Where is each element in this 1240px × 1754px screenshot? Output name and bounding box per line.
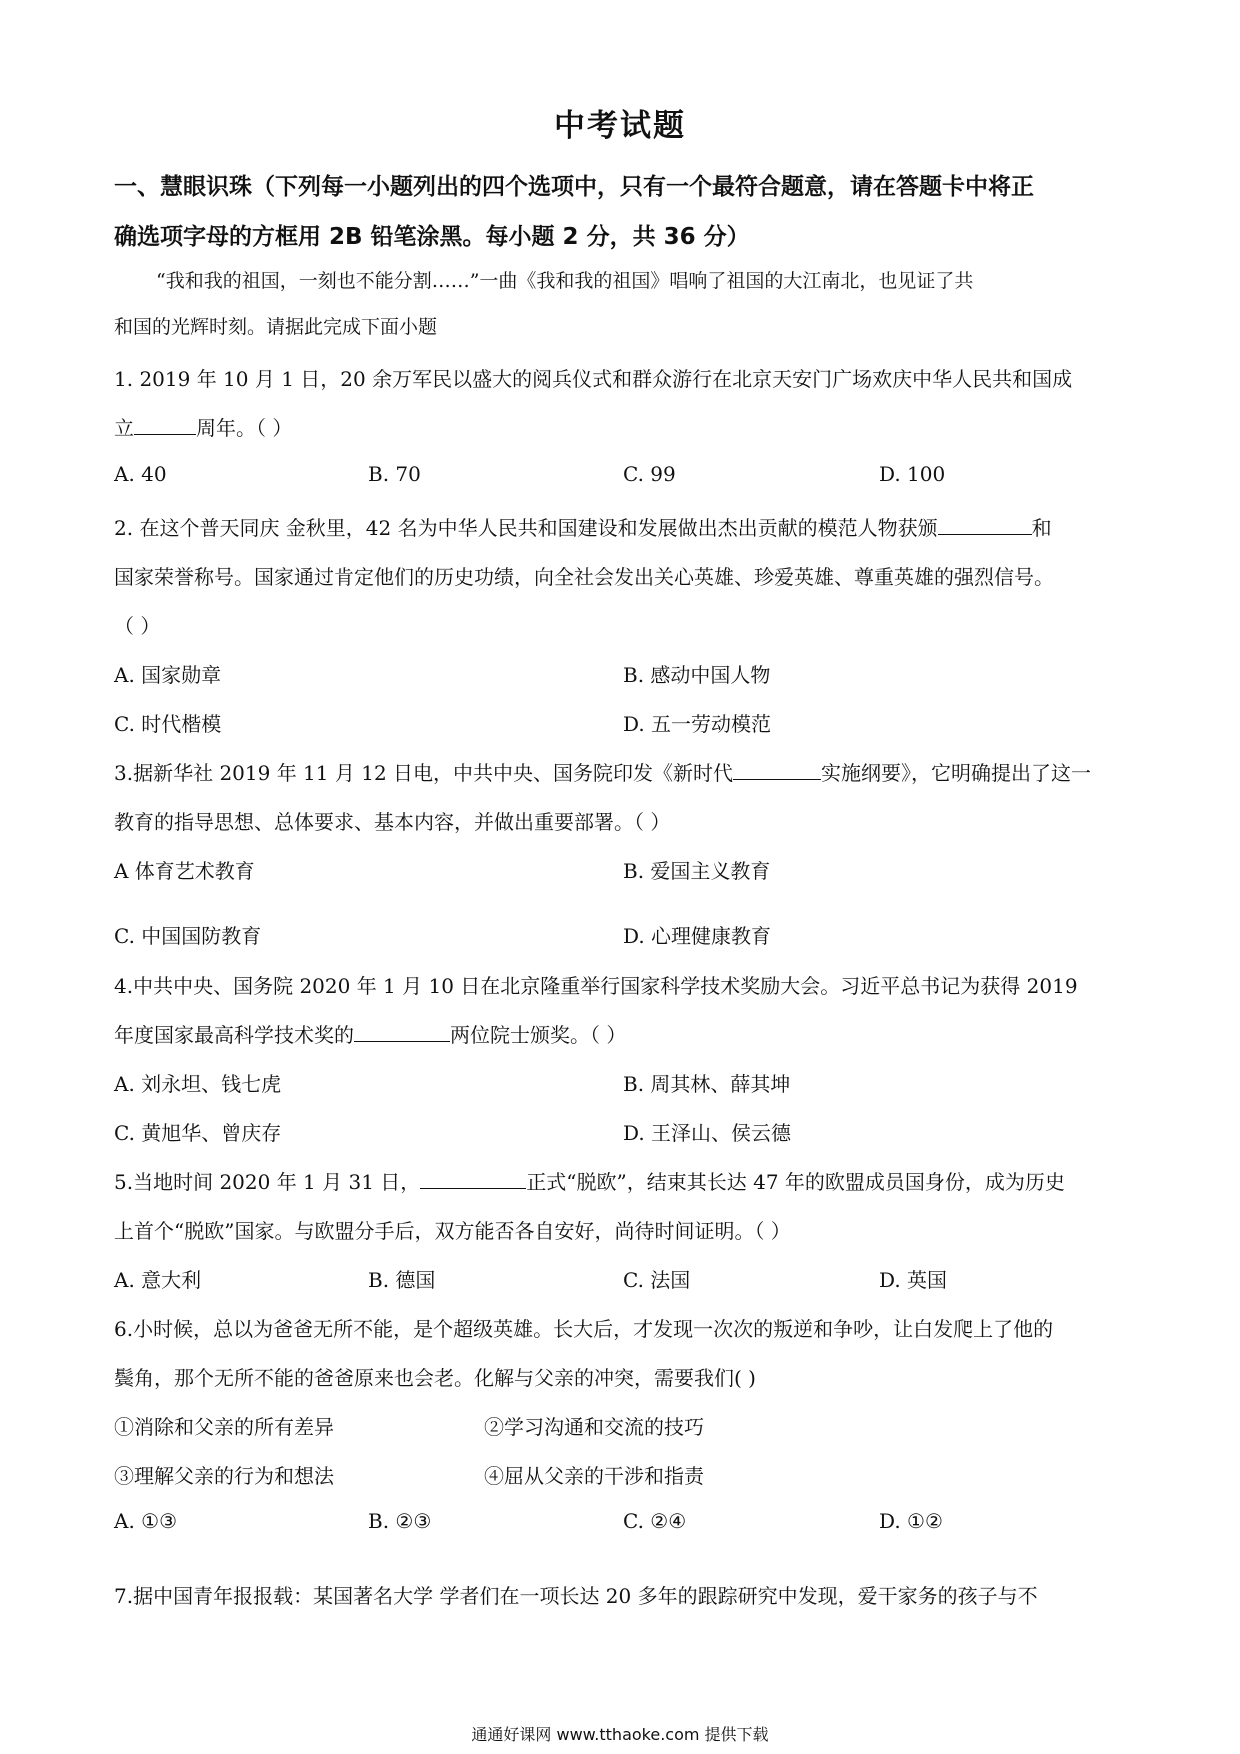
question-1-text-a: 立 <box>114 416 134 440</box>
question-4-line-1: 4.中共中央、国务院 2020 年 1 月 10 日在北京隆重举行国家科学技术奖励大会。习近平总书记为获得 2019 <box>114 974 1078 998</box>
question-5-line-1 <box>114 1166 1065 1195</box>
page-footer: 通通好课网 www.tthaoke.com 提供下载 <box>471 1725 769 1744</box>
question-3-line-2: 教育的指导思想、总体要求、基本内容，并做出重要部署。（ ） <box>114 810 671 834</box>
question-6-option-d: D. ①② <box>879 1509 943 1533</box>
question-1-option-b: B. 70 <box>368 462 421 486</box>
question-3-option-d: D. 心理健康教育 <box>623 924 772 948</box>
question-5-option-c: C. 法国 <box>623 1268 691 1292</box>
answer-blank <box>733 759 821 780</box>
question-3-line-1 <box>114 757 1091 786</box>
question-1-line-2 <box>114 412 292 441</box>
question-4-text-b: 两位院士颁奖。（ ） <box>450 1023 627 1047</box>
answer-blank <box>134 414 196 435</box>
question-3-text-b: 实施纲要》，它明确提出了这一 <box>821 761 1092 785</box>
question-2-option-a: A. 国家勋章 <box>114 663 222 687</box>
question-4-option-c: C. 黄旭华、曾庆存 <box>114 1121 282 1145</box>
question-3-text-a: 3.据新华社 2019 年 11 月 12 日电，中共中央、国务院印发《新时代 <box>114 761 734 785</box>
question-3-option-c: C. 中国国防教育 <box>114 924 262 948</box>
intro-line-1: “我和我的祖国，一刻也不能分割……”一曲《我和我的祖国》唱响了祖国的大江南北，也见证了共 <box>156 270 974 292</box>
question-6-option-a: A. ①③ <box>114 1509 178 1533</box>
question-1-option-a: A. 40 <box>114 462 167 486</box>
answer-blank <box>420 1168 526 1189</box>
section-heading-line-1: 一、慧眼识珠（下列每一小题列出的四个选项中，只有一个最符合题意，请在答题卡中将正 <box>114 174 1034 200</box>
question-6-option-c: C. ②④ <box>623 1509 687 1533</box>
question-5-option-a: A. 意大利 <box>114 1268 202 1292</box>
question-4-option-d: D. 王泽山、侯云德 <box>623 1121 792 1145</box>
question-6-option-b: B. ②③ <box>368 1509 432 1533</box>
question-1-line-1: 1. 2019 年 10 月 1 日，20 余万军民以盛大的阅兵仪式和群众游行在北京天安门广场欢庆中华人民共和国成 <box>114 367 1073 391</box>
question-2-option-b: B. 感动中国人物 <box>623 663 771 687</box>
question-6-line-2: 鬓角，那个无所不能的爸爸原来也会老。化解与父亲的冲突，需要我们( ) <box>114 1366 756 1390</box>
question-2-text-a: 2. 在这个普天同庆 金秋里，42 名为中华人民共和国建设和发展做出杰出贡献的模范人物获颁 <box>114 516 938 540</box>
intro-line-2: 和国的光辉时刻。请据此完成下面小题 <box>114 316 438 338</box>
question-1-text-b: 周年。（ ） <box>196 416 293 440</box>
section-heading-line-2: 确选项字母的方框用 2B 铅笔涂黑。每小题 2 分，共 36 分） <box>114 224 750 250</box>
question-7-line-1: 7.据中国青年报报载：某国著名大学 学者们在一项长达 20 多年的跟踪研究中发现，爱干家务的孩子与不 <box>114 1584 1038 1608</box>
question-5-text-b: 正式“脱欧”，结束其长达 47 年的欧盟成员国身份，成为历史 <box>526 1170 1065 1194</box>
question-4-option-a: A. 刘永坦、钱七虎 <box>114 1072 282 1096</box>
question-2-line-1 <box>114 512 1052 541</box>
page-title: 中考试题 <box>554 108 686 144</box>
question-5-text-a: 5.当地时间 2020 年 1 月 31 日， <box>114 1170 421 1194</box>
question-5-line-2: 上首个“脱欧”国家。与欧盟分手后，双方能否各自安好，尚待时间证明。（ ） <box>114 1219 791 1243</box>
question-1-option-c: C. 99 <box>623 462 676 486</box>
question-6-statement-2: ②学习沟通和交流的技巧 <box>484 1415 704 1439</box>
section-heading <box>114 162 1134 262</box>
question-1-option-d: D. 100 <box>879 462 946 486</box>
question-6-line-1: 6.小时候，总以为爸爸无所不能，是个超级英雄。长大后，才发现一次次的叛逆和争吵，让白发爬上了他的 <box>114 1317 1054 1341</box>
question-6-statement-3: ③理解父亲的行为和想法 <box>114 1464 334 1488</box>
question-6-statement-4: ④屈从父亲的干涉和指责 <box>484 1464 704 1488</box>
question-5-option-d: D. 英国 <box>879 1268 948 1292</box>
question-2-option-c: C. 时代楷模 <box>114 712 222 736</box>
answer-blank <box>938 514 1032 535</box>
question-6-statement-1: ①消除和父亲的所有差异 <box>114 1415 334 1439</box>
question-2-line-3: （ ） <box>114 614 161 638</box>
question-4-option-b: B. 周其林、薛其坤 <box>623 1072 791 1096</box>
question-3-option-b: B. 爱国主义教育 <box>623 859 771 883</box>
question-2-option-d: D. 五一劳动模范 <box>623 712 772 736</box>
question-3-option-a: A 体育艺术教育 <box>114 859 255 883</box>
question-2-line-2: 国家荣誉称号。国家通过肯定他们的历史功绩，向全社会发出关心英雄、珍爱英雄、尊重英雄的强烈信号。 <box>114 565 1054 589</box>
question-5-option-b: B. 德国 <box>368 1268 436 1292</box>
answer-blank <box>354 1021 450 1042</box>
question-4-line-2 <box>114 1019 626 1048</box>
question-2-text-b: 和 <box>1031 516 1052 540</box>
question-4-text-a: 年度国家最高科学技术奖的 <box>114 1023 354 1047</box>
